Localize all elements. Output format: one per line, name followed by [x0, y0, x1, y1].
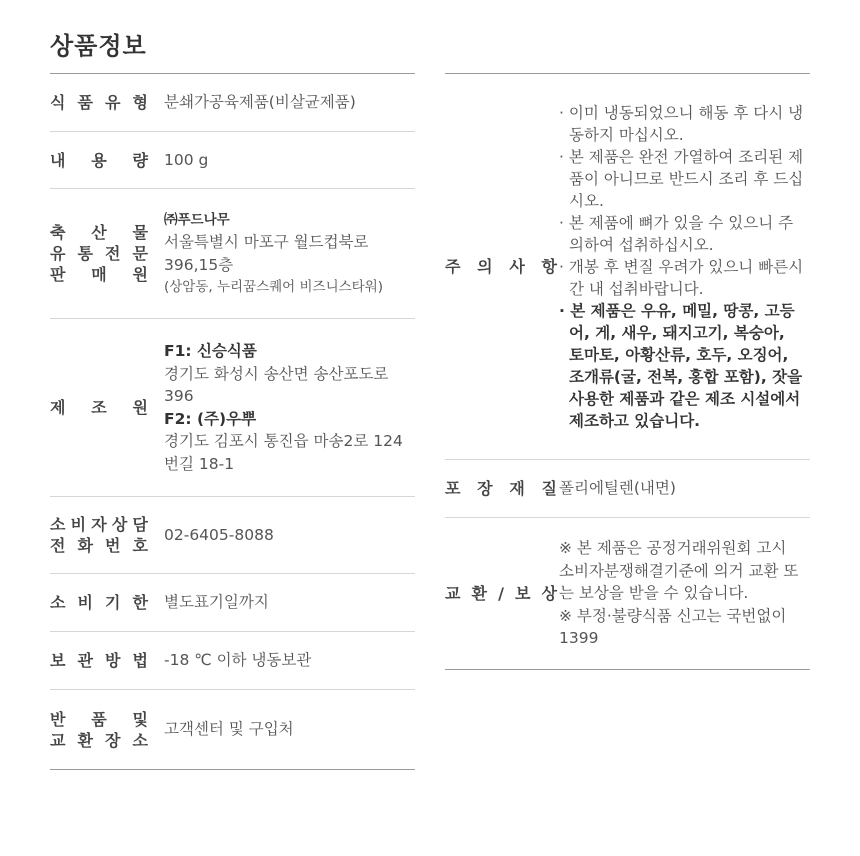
label-char: 조: [91, 398, 107, 417]
value-seller: [148, 209, 404, 299]
label-line: [50, 592, 148, 613]
label-char: 품: [77, 93, 93, 112]
label-char: 용: [91, 150, 107, 170]
label-char: 관: [77, 651, 93, 670]
row-manufacturer: [50, 319, 415, 497]
label-line: [50, 709, 148, 730]
manufacturer-f2-name: F2: (주)우뿌: [164, 409, 257, 428]
label-char: 호: [132, 536, 148, 555]
label-char: 교: [445, 584, 461, 603]
label-char: 매: [91, 265, 107, 284]
row-packaging: [445, 460, 810, 518]
label-caution: [445, 256, 557, 277]
label-line: [50, 514, 148, 535]
label-char: 전: [50, 536, 66, 555]
label-capacity: [50, 150, 148, 171]
label-char: 축: [50, 223, 66, 242]
value-expiry: 별도표기일까지: [164, 593, 269, 612]
label-char: 환: [471, 584, 487, 603]
label-char: 장: [105, 730, 121, 750]
label-char: 방: [105, 651, 121, 670]
label-char: 담: [132, 515, 148, 534]
label-char: 교: [50, 730, 66, 750]
caution-note: · 본 제품에 뼈가 있을 수 있으니 주의하여 섭취하십시오.: [559, 213, 794, 254]
label-char: 품: [91, 709, 107, 729]
label-char: 질: [541, 479, 557, 498]
label-char: 량: [132, 150, 148, 170]
label-line: [50, 264, 148, 285]
row-food-type: [50, 74, 415, 132]
label-char: 소: [132, 730, 148, 750]
label-storage: [50, 650, 148, 671]
label-char: 환: [77, 730, 93, 750]
label-line: [50, 535, 148, 556]
label-char: 물: [132, 223, 148, 242]
label-char: 의: [477, 257, 493, 276]
label-line: [50, 730, 148, 751]
caution-note: · 이미 냉동되었으니 해동 후 다시 냉동하지 마십시오.: [559, 103, 804, 144]
label-char: 재: [509, 479, 525, 498]
label-char: 한: [132, 593, 148, 612]
label-packaging: [445, 478, 557, 499]
label-line: [445, 256, 557, 277]
label-line: [50, 397, 148, 418]
caution-note: · 개봉 후 변질 우려가 있으니 빠른시간 내 섭취바랍니다.: [559, 257, 804, 298]
label-char: 번: [105, 536, 121, 555]
manufacturer-f1-name: F1: 신승식품: [164, 342, 257, 360]
row-storage: [50, 632, 415, 690]
label-char: 보: [50, 651, 66, 670]
label-line: [445, 478, 557, 499]
label-char: 보: [514, 584, 531, 603]
label-char: 형: [132, 93, 148, 112]
label-char: 문: [132, 244, 148, 263]
value-exchange: [557, 537, 804, 650]
value-consumer-phone: 02-6405-8088: [164, 525, 274, 544]
value-capacity: 100 g: [164, 150, 209, 169]
label-char: 내: [50, 150, 66, 170]
label-char: 비: [77, 593, 93, 612]
label-char: 제: [50, 398, 66, 417]
label-exchange: [445, 583, 557, 604]
right-info-table: [445, 73, 810, 670]
label-char: 소: [50, 515, 66, 534]
row-capacity: [50, 132, 415, 189]
label-char: 유: [50, 244, 66, 263]
seller-address-note: (상암동, 누리꿈스퀘어 비즈니스타워): [164, 279, 384, 295]
label-line: [50, 222, 148, 243]
label-expiry: [50, 592, 148, 613]
label-char: /: [498, 584, 504, 603]
label-char: 산: [91, 223, 107, 242]
label-char: 포: [445, 479, 461, 498]
label-char: 화: [77, 536, 93, 555]
row-seller: [50, 189, 415, 319]
value-food-type: 분쇄가공육제품(비살균제품): [164, 93, 356, 112]
seller-name: ㈜푸드나무: [164, 211, 230, 228]
manufacturer-f2-address: 경기도 김포시 통진읍 마송2로 124번길 18-1: [164, 432, 403, 473]
exchange-notice: ※ 본 제품은 공정거래위원회 고시 소비자분쟁해결기준에 의거 교환 또는 보상을 받을 수 있습니다.: [559, 539, 799, 603]
label-char: 비: [70, 515, 87, 534]
row-consumer-phone: [50, 497, 415, 574]
value-storage: -18 ℃ 이하 냉동보관: [164, 651, 312, 670]
label-char: 반: [50, 709, 66, 729]
label-char: 자: [91, 515, 107, 534]
label-consumer-phone: [50, 514, 148, 556]
manufacturer-f1-address: 경기도 화성시 송산면 송산포도로 396: [164, 364, 389, 405]
row-return-place: [50, 690, 415, 770]
caution-note: · 본 제품은 완전 가열하여 조리된 제품이 아니므로 반드시 조리 후 드십시오.: [559, 147, 804, 210]
report-notice: ※ 부정·불량식품 신고는 국번없이 1399: [559, 606, 787, 648]
value-caution: [557, 102, 804, 432]
label-char: 식: [50, 93, 66, 112]
value-manufacturer: [148, 340, 404, 475]
label-line: [50, 92, 148, 113]
row-caution: [445, 74, 810, 460]
label-seller: [50, 222, 148, 285]
label-line: [445, 583, 557, 604]
label-char: 판: [50, 265, 66, 284]
left-info-table: [50, 73, 415, 770]
page-title: 상품정보: [50, 32, 147, 60]
row-exchange: [445, 518, 810, 670]
label-line: [50, 150, 148, 171]
label-char: 및: [132, 709, 148, 729]
label-char: 장: [477, 479, 493, 498]
label-char: 상: [111, 515, 128, 534]
label-char: 상: [541, 584, 557, 603]
value-return-place: 고객센터 및 구입처: [164, 720, 294, 739]
value-packaging: 폴리에틸렌(내면): [559, 479, 676, 498]
label-food-type: [50, 92, 148, 113]
label-char: 원: [132, 265, 148, 284]
label-char: 통: [77, 244, 93, 263]
caution-allergy-note: · 본 제품은 우유, 메밀, 땅콩, 고등어, 게, 새우, 돼지고기, 복숭아, 토마토, 아황산류, 호두, 오징어, 조개류(굴, 전복, 홍합 포함), 잣을 사용한 제품과 같은 제조 시설에서 제조하고 있습니다.: [559, 301, 803, 430]
label-char: 기: [105, 593, 121, 612]
label-manufacturer: [50, 397, 148, 418]
label-char: 법: [132, 651, 148, 670]
label-char: 전: [105, 244, 121, 263]
label-line: [50, 243, 148, 264]
label-char: 유: [105, 93, 121, 112]
label-line: [50, 650, 148, 671]
seller-address: 서울특별시 마포구 월드컵북로 396,15층: [164, 233, 369, 274]
label-return-place: [50, 709, 148, 751]
row-expiry: [50, 574, 415, 632]
label-char: 원: [132, 398, 148, 417]
label-char: 주: [445, 257, 461, 276]
label-char: 항: [541, 257, 557, 276]
label-char: 소: [50, 593, 66, 612]
label-char: 사: [509, 257, 525, 276]
